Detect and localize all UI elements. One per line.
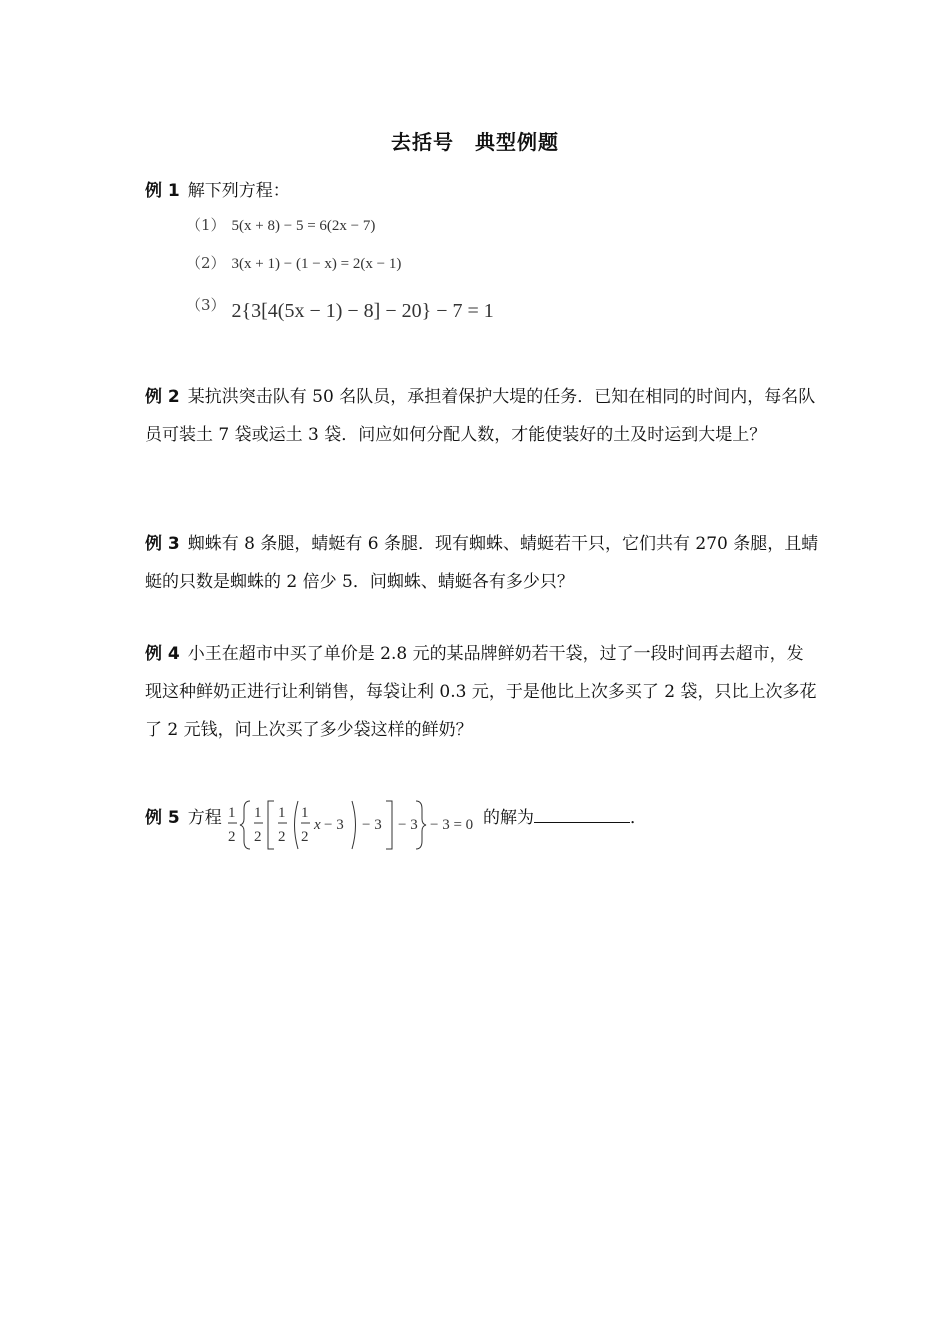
example-3-text: 蜘蛛有 8 条腿，蜻蜓有 6 条腿．现有蜘蛛、蜻蜓若干只，它们共有 270 条腿，且蜻蜓的只数是蜘蛛的 2 倍少 5．问蜘蛛、蜻蜓各有多少只？ <box>145 534 819 592</box>
item-number: （2） <box>186 254 226 272</box>
equation-tail: − 3 = 0 <box>430 817 474 833</box>
item-number: （1） <box>186 216 226 234</box>
example-1 <box>145 172 820 210</box>
minus-three: − 3 <box>398 817 418 833</box>
example-2-text: 某抗洪突击队有 50 名队员，承担着保护大堤的任务．已知在相同的时间内，每名队员可装土 7 袋或运土 3 袋．问应如何分配人数，才能使装好的土及时运到大堤上？ <box>145 387 816 445</box>
example-4 <box>145 635 820 749</box>
page-title: 去括号 典型例题 <box>391 130 559 154</box>
equation: 5(x + 8) − 5 = 6(2x − 7) <box>231 218 376 234</box>
minus-three: − 3 <box>324 817 344 833</box>
equation: 3(x + 1) − (1 − x) = 2(x − 1) <box>231 256 402 272</box>
example-2 <box>145 378 820 454</box>
frac-denominator: 2 <box>278 829 286 845</box>
variable-x: x <box>314 817 321 833</box>
nested-equation <box>228 797 483 853</box>
frac-denominator: 2 <box>228 829 236 845</box>
example-1-item-1 <box>186 214 375 237</box>
frac-denominator: 2 <box>254 829 262 845</box>
frac-numerator: 1 <box>278 805 286 821</box>
equation: 2{3[4(5x − 1) − 8] − 20} − 7 = 1 <box>231 300 494 322</box>
example-5-prefix: 方程 <box>187 808 222 828</box>
example-5-suffix: 的解为 <box>483 808 534 828</box>
answer-blank[interactable] <box>534 804 630 823</box>
example-5-answer <box>483 799 683 837</box>
example-5-end: ． <box>630 808 647 828</box>
example-3-label: 例 3 <box>145 534 180 554</box>
example-1-label: 例 1 <box>145 181 180 201</box>
frac-numerator: 1 <box>228 805 236 821</box>
example-1-item-2 <box>186 252 401 275</box>
item-number: （3） <box>186 296 226 314</box>
example-1-item-3 <box>186 294 494 322</box>
example-4-label: 例 4 <box>145 644 180 664</box>
frac-numerator: 1 <box>254 805 262 821</box>
frac-numerator: 1 <box>301 805 309 821</box>
minus-three: − 3 <box>362 817 382 833</box>
example-5-label: 例 5 <box>145 808 180 828</box>
example-1-prompt: 解下列方程： <box>187 181 290 201</box>
example-4-text: 小王在超市中买了单价是 2.8 元的某品牌鲜奶若干袋，过了一段时间再去超市，发现这种鲜奶正进行让利销售，每袋让利 0.3 元，于是他比上次多买了 2 袋，只比上次多花了 2 元钱，问上次买了多少袋这样的鲜奶？ <box>145 644 817 740</box>
example-3 <box>145 525 820 601</box>
frac-denominator: 2 <box>301 829 309 845</box>
example-2-label: 例 2 <box>145 387 180 407</box>
